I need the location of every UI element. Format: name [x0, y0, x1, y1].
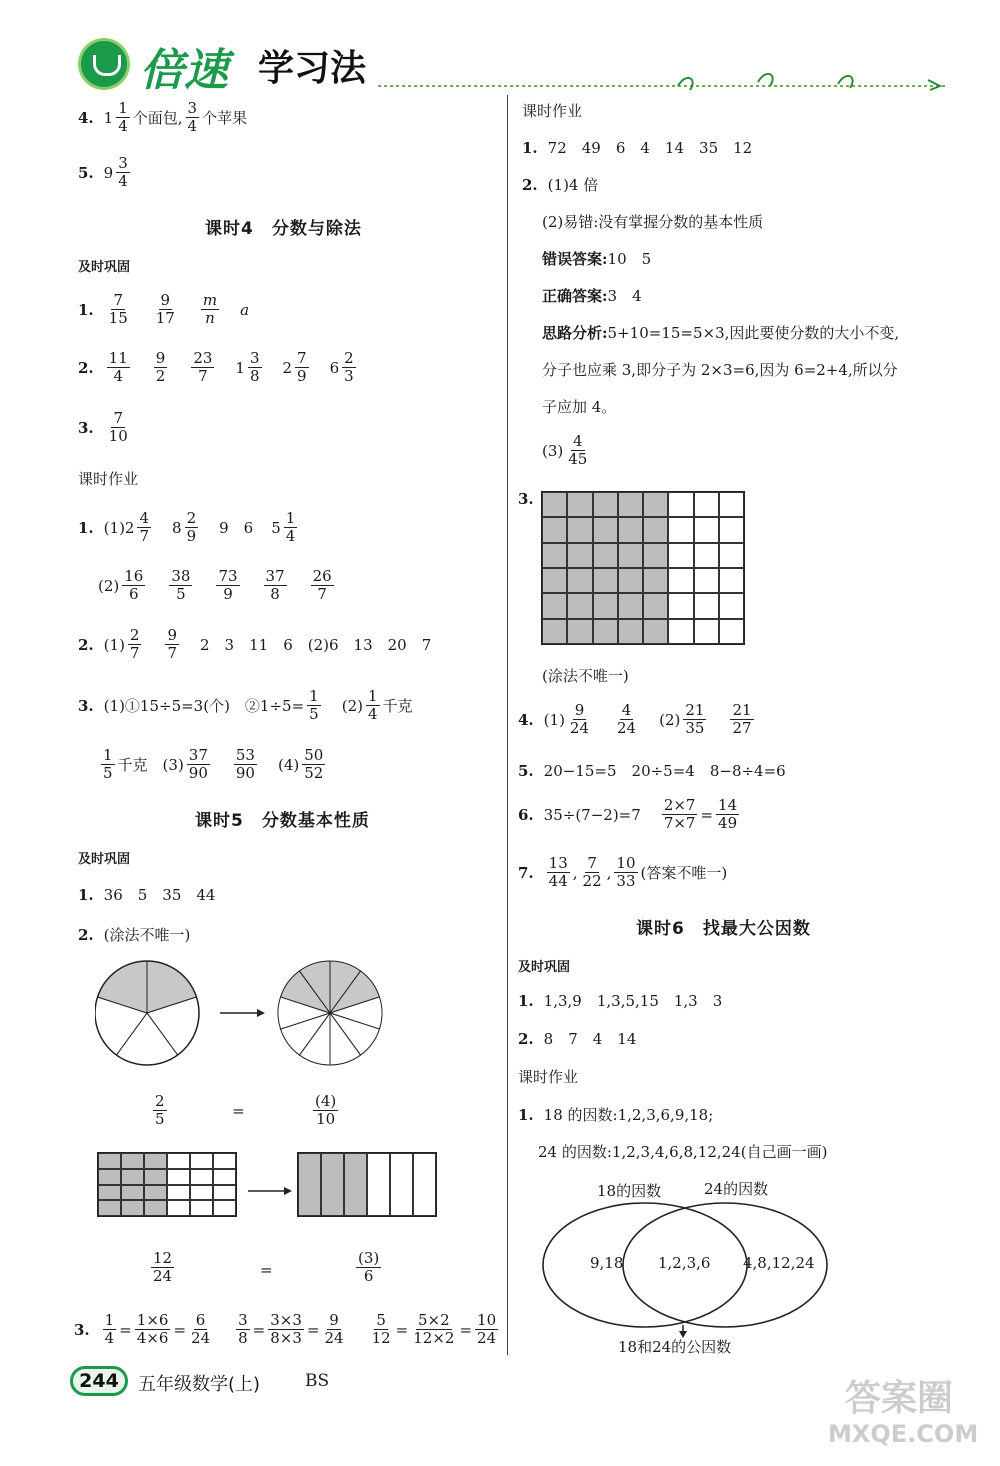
venn-right-label: 24的因数	[704, 1180, 769, 1198]
grid-cell	[719, 517, 744, 542]
subheading-jishi: 及时巩固	[78, 260, 131, 275]
grid-cell	[668, 492, 693, 517]
t1b-answers: 24 的因数:1,2,3,4,6,8,12,24(自己画一画)	[538, 1143, 828, 1161]
header	[78, 32, 958, 96]
grid-cell	[98, 1153, 121, 1169]
grid-cell	[668, 568, 693, 593]
grid-cell	[567, 568, 592, 593]
s1-answers: 1. 1,3,9 1,3,5,15 1,3 3	[518, 991, 723, 1010]
page-number-badge	[70, 1366, 128, 1396]
grid-cell	[190, 1200, 213, 1216]
grid-cell	[144, 1185, 167, 1201]
h1b-answers: (2) 16 6 38 5 73 9 37 8 26 7	[98, 567, 332, 603]
grid-shaded-answer	[541, 491, 745, 645]
grid-cell	[694, 593, 719, 618]
grid-cell	[542, 492, 567, 517]
s2-answers: 2. 8 7 4 14	[518, 1029, 637, 1048]
r4-answers: 4. (1) 9 24 4 24 (2) 21 35 21 27	[518, 701, 752, 737]
grid-cell	[694, 568, 719, 593]
grid-cell	[190, 1169, 213, 1185]
grid-cell	[167, 1200, 190, 1216]
grid-cell	[719, 619, 744, 644]
grid-cell	[367, 1153, 390, 1216]
grid-cell	[643, 619, 668, 644]
r5-answers: 5. 20−15=5 20÷5=4 8−8÷4=6	[518, 761, 786, 780]
r1-answers: 1. 72 49 6 4 14 35 12	[522, 138, 753, 157]
grid-cell	[321, 1153, 344, 1216]
grid-cell	[719, 492, 744, 517]
r2-analysis-3: 子应加 4。	[542, 398, 617, 416]
r2-right: 正确答案: 3 4	[542, 287, 642, 305]
logo-icon	[78, 38, 130, 90]
grid-cell	[643, 543, 668, 568]
grid-6-shaded	[297, 1152, 437, 1217]
grid-cell	[719, 593, 744, 618]
grid-cell	[643, 492, 668, 517]
watermark-url: MXQE.COM	[828, 1420, 979, 1448]
venn-bottom-label: 18和24的公因数	[618, 1338, 732, 1356]
grid-cell	[694, 517, 719, 542]
header-title: 学习法	[258, 48, 367, 89]
r3-label: 3.	[518, 490, 534, 508]
grid-cell	[668, 619, 693, 644]
grid-cell	[213, 1200, 236, 1216]
grid-cell	[98, 1169, 121, 1185]
subheading-jishi: 及时巩固	[518, 960, 571, 975]
circle-diagram	[95, 960, 390, 1075]
k3-answers: 3. 1 4 = 1×6 4×6 = 6 24 3 8 = 3×3 8×3 = 9 24 5 12 = 5×2 12×2 = 10 24	[74, 1311, 497, 1347]
grid-cell	[144, 1169, 167, 1185]
subheading-keshi-zuoye: 课时作业	[78, 470, 139, 488]
grid-cell	[643, 593, 668, 618]
h3a-answers: 3. (1)①15÷5=3(个) ②1÷5= $\frac{1}{5}$ (2) 1 4 千克	[78, 687, 413, 723]
watermark: 答案圈	[845, 1378, 954, 1419]
header-decoration	[378, 60, 953, 96]
grid-cell	[542, 568, 567, 593]
grid-cell	[567, 517, 592, 542]
grid-cell	[567, 543, 592, 568]
grid-cell	[344, 1153, 367, 1216]
grid-cell	[593, 543, 618, 568]
r6-answers: 6. 35÷(7−2)=7 $\frac{2\times 7}{7\times 7}$ = $\frac{14}{49}$	[518, 796, 738, 832]
t1-answers: 1. 18 的因数:1,2,3,6,9,18;	[518, 1105, 714, 1124]
grid-cell	[668, 517, 693, 542]
grid-cell	[593, 568, 618, 593]
h1a-answers: 1. (1) 2 4 7 8 2 9 9 6 5 1 4	[78, 509, 296, 545]
equation-2-5: 2 5 = (4) 10	[155, 1092, 337, 1128]
grid-cell	[618, 543, 643, 568]
grid-cell	[618, 517, 643, 542]
grid-cell	[98, 1200, 121, 1216]
r2-wrong: 错误答案: 10 5	[542, 250, 652, 268]
page-number: 244	[79, 1370, 119, 1392]
grid-cell	[618, 492, 643, 517]
grid-cell	[643, 568, 668, 593]
grid-cell	[618, 619, 643, 644]
grid-cell	[298, 1153, 321, 1216]
grid-cell	[593, 492, 618, 517]
subheading-keshi-zuoye: 课时作业	[518, 1068, 579, 1086]
footer-edition: BS	[305, 1371, 330, 1391]
grid-cell	[567, 593, 592, 618]
q3-answer: 3. 7 10	[78, 409, 128, 445]
grid-cell	[144, 1153, 167, 1169]
grid-cell	[542, 517, 567, 542]
r2-part3: (3) 4 45	[542, 432, 588, 468]
grid-cell	[98, 1185, 121, 1201]
venn-common: 1,2,3,6	[658, 1254, 711, 1272]
grid-cell	[643, 517, 668, 542]
r3-note: (涂法不唯一)	[542, 667, 629, 685]
section-title-5: 课时5 分数基本性质	[195, 811, 370, 831]
r7-answers: 7. 13 44 , 7 22 , 10 33 (答案不唯一)	[518, 854, 728, 890]
subheading-jishi: 及时巩固	[78, 852, 131, 867]
fraction: 3 4	[187, 99, 198, 135]
grid-cell	[593, 593, 618, 618]
venn-left-only: 9,18	[590, 1254, 624, 1272]
grid-cell	[121, 1169, 144, 1185]
h3b-answers: 1 5 千克 (3) 37 90 53 90 (4) 50 52	[103, 746, 324, 782]
grid-cell	[121, 1153, 144, 1169]
grid-cell	[213, 1169, 236, 1185]
grid-cell	[694, 492, 719, 517]
grid-cell	[121, 1200, 144, 1216]
k2-answers: 2. (涂法不唯一)	[78, 925, 191, 944]
grid-cell	[213, 1153, 236, 1169]
k1-answers: 1. 36 5 35 44	[78, 885, 216, 904]
h2-answers: 2. (1) 2 7 9 7 2 3 11 6 (2)6 13 20 7	[78, 626, 432, 662]
grid-cell	[567, 619, 592, 644]
grid-cell	[390, 1153, 413, 1216]
grid-24-shaded	[97, 1152, 237, 1217]
section-title-6: 课时6 找最大公因数	[636, 919, 811, 939]
grid-cell	[167, 1185, 190, 1201]
grid-cell	[213, 1185, 236, 1201]
venn-left-label: 18的因数	[597, 1182, 662, 1200]
grid-cell	[167, 1169, 190, 1185]
r2-answers: 2. (1)4 倍	[522, 175, 599, 194]
venn-right-only: 4,8,12,24	[743, 1254, 815, 1272]
grid-cell	[190, 1153, 213, 1169]
fraction: 3 4	[118, 154, 128, 190]
grid-cell	[144, 1200, 167, 1216]
grid-cell	[542, 543, 567, 568]
grid-cell	[567, 492, 592, 517]
grid-cell	[121, 1185, 144, 1201]
grid-cell	[694, 543, 719, 568]
grid-cell	[542, 593, 567, 618]
grid-cell	[190, 1185, 213, 1201]
subheading-keshi-zuoye: 课时作业	[522, 102, 583, 120]
logo-text: 倍速	[140, 45, 228, 96]
section-title-4: 课时4 分数与除法	[205, 219, 362, 239]
grid-cell	[542, 619, 567, 644]
fraction: 1 4	[118, 99, 128, 135]
r2-note: (2)易错:没有掌握分数的基本性质	[542, 213, 764, 231]
q2-answers: 2. 11 4 9 2 23 7 1 3 8 2 7 9 6 2 3	[78, 349, 354, 385]
answer-l4: 4. 1 1 4 个面包, 3 4 个苹果	[78, 99, 248, 135]
arrow-icon	[248, 1186, 292, 1196]
r2-analysis: 思路分析: 5+10=15=5×3,因此要使分数的大小不变,	[542, 324, 900, 342]
answer-l5: 5. 9 3 4	[78, 154, 128, 190]
q1-answers: 1. 7 15 9 17 m n a	[78, 291, 250, 327]
r2-analysis-2: 分子也应乘 3,即分子为 2×3=6,因为 6=2+4,所以分	[542, 361, 898, 379]
grid-cell	[413, 1153, 436, 1216]
equation-12-24: 12 24 = (3) 6	[153, 1249, 380, 1285]
grid-cell	[694, 619, 719, 644]
grid-cell	[719, 568, 744, 593]
column-divider	[507, 95, 508, 1355]
grid-cell	[719, 543, 744, 568]
grid-cell	[593, 619, 618, 644]
grid-cell	[668, 543, 693, 568]
grid-cell	[593, 517, 618, 542]
grid-cell	[668, 593, 693, 618]
grid-cell	[167, 1153, 190, 1169]
grid-cell	[618, 568, 643, 593]
footer-grade: 五年级数学(上)	[138, 1374, 261, 1395]
grid-cell	[618, 593, 643, 618]
